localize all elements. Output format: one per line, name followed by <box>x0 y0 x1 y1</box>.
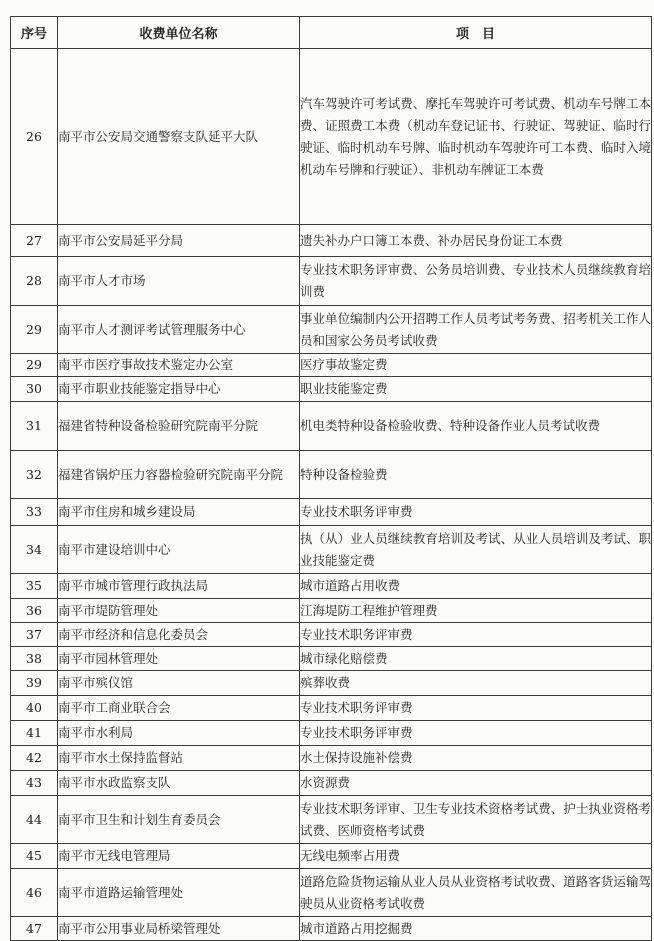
row-unit-name: 南平市建设培训中心 <box>58 526 300 574</box>
table-row <box>11 671 652 696</box>
row-unit-name: 南平市医疗事故技术鉴定办公室 <box>58 354 300 377</box>
row-unit-name: 南平市职业技能鉴定指导中心 <box>58 377 300 402</box>
row-fee-item: 无线电频率占用费 <box>300 844 652 869</box>
row-unit-name: 南平市堤防管理处 <box>58 599 300 623</box>
table-row <box>11 917 652 941</box>
row-fee-item: 机电类特种设备检验收费、特种设备作业人员考试收费 <box>300 402 652 451</box>
row-serial-number: 30 <box>11 377 58 402</box>
row-serial-number: 41 <box>11 721 58 746</box>
row-fee-item: 江海堤防工程维护管理费 <box>300 599 652 623</box>
row-unit-name: 南平市工商业联合会 <box>58 696 300 721</box>
table-row <box>11 796 652 844</box>
row-fee-item: 水资源费 <box>300 771 652 796</box>
row-fee-item: 汽车驾驶许可考试费、摩托车驾驶许可考试费、机动车号牌工本费、证照费工本费（机动车登记证书、行驶证、驾驶证、临时行驶证、临时机动车号牌、临时机动车驾驶许可工本费、临时入境机动车号牌和行驶证）、非机动车牌证工本费 <box>300 49 652 225</box>
row-serial-number: 31 <box>11 402 58 451</box>
row-serial-number: 35 <box>11 574 58 599</box>
table-row <box>11 721 652 746</box>
table-row <box>11 377 652 402</box>
row-unit-name: 福建省特种设备检验研究院南平分院 <box>58 402 300 451</box>
table-row <box>11 306 652 354</box>
header-fee-item: 项 目 <box>300 17 652 49</box>
row-unit-name: 南平市公安局交通警察支队延平大队 <box>58 49 300 225</box>
table-row <box>11 574 652 599</box>
row-unit-name: 南平市道路运输管理处 <box>58 869 300 917</box>
row-fee-item: 城市道路占用挖掘费 <box>300 917 652 941</box>
row-serial-number: 39 <box>11 671 58 696</box>
row-serial-number: 44 <box>11 796 58 844</box>
row-serial-number: 38 <box>11 647 58 671</box>
table-row <box>11 869 652 917</box>
row-fee-item: 执（从）业人员继续教育培训及考试、从业人员培训及考试、职业技能鉴定费 <box>300 526 652 574</box>
row-serial-number: 37 <box>11 623 58 647</box>
row-unit-name: 南平市水政监察支队 <box>58 771 300 796</box>
row-unit-name: 南平市住房和城乡建设局 <box>58 499 300 526</box>
row-serial-number: 47 <box>11 917 58 941</box>
table-row <box>11 451 652 499</box>
fee-table <box>10 16 652 941</box>
row-unit-name: 南平市园林管理处 <box>58 647 300 671</box>
row-serial-number: 26 <box>11 49 58 225</box>
row-fee-item: 水土保持设施补偿费 <box>300 746 652 771</box>
row-unit-name: 南平市人才市场 <box>58 257 300 306</box>
row-fee-item: 专业技术职务评审费 <box>300 499 652 526</box>
row-unit-name: 南平市公安局延平分局 <box>58 225 300 257</box>
row-serial-number: 27 <box>11 225 58 257</box>
table-row <box>11 49 652 225</box>
row-fee-item: 特种设备检验费 <box>300 451 652 499</box>
row-serial-number: 33 <box>11 499 58 526</box>
table-row <box>11 696 652 721</box>
row-fee-item: 专业技术职务评审费 <box>300 721 652 746</box>
row-fee-item: 专业技术职务评审费、公务员培训费、专业技术人员继续教育培训费 <box>300 257 652 306</box>
table-row <box>11 225 652 257</box>
row-unit-name: 南平市经济和信息化委员会 <box>58 623 300 647</box>
row-serial-number: 46 <box>11 869 58 917</box>
row-serial-number: 36 <box>11 599 58 623</box>
row-fee-item: 事业单位编制内公开招聘工作人员考试考务费、招考机关工作人员和国家公务员考试收费 <box>300 306 652 354</box>
row-unit-name: 南平市城市管理行政执法局 <box>58 574 300 599</box>
table-row <box>11 844 652 869</box>
row-serial-number: 43 <box>11 771 58 796</box>
row-fee-item: 专业技术职务评审费 <box>300 696 652 721</box>
row-serial-number: 42 <box>11 746 58 771</box>
table-row <box>11 746 652 771</box>
header-unit-name: 收费单位名称 <box>58 17 300 49</box>
row-unit-name: 福建省锅炉压力容器检验研究院南平分院 <box>58 451 300 499</box>
row-unit-name: 南平市卫生和计划生育委员会 <box>58 796 300 844</box>
table-row <box>11 647 652 671</box>
table-row <box>11 499 652 526</box>
table-row <box>11 402 652 451</box>
row-fee-item: 职业技能鉴定费 <box>300 377 652 402</box>
table-row <box>11 599 652 623</box>
table-row <box>11 354 652 377</box>
row-fee-item: 道路危险货物运输从业人员从业资格考试收费、道路客货运输驾驶员从业资格考试收费 <box>300 869 652 917</box>
header-serial-number: 序号 <box>11 17 58 49</box>
row-fee-item: 专业技术职务评审费 <box>300 623 652 647</box>
table-row <box>11 771 652 796</box>
table-row <box>11 526 652 574</box>
row-unit-name: 南平市殡仪馆 <box>58 671 300 696</box>
row-unit-name: 南平市公用事业局桥梁管理处 <box>58 917 300 941</box>
row-serial-number: 28 <box>11 257 58 306</box>
row-fee-item: 专业技术职务评审、卫生专业技术资格考试费、护士执业资格考试费、医师资格考试费 <box>300 796 652 844</box>
row-fee-item: 遗失补办户口簿工本费、补办居民身份证工本费 <box>300 225 652 257</box>
row-fee-item: 医疗事故鉴定费 <box>300 354 652 377</box>
row-unit-name: 南平市人才测评考试管理服务中心 <box>58 306 300 354</box>
row-serial-number: 29 <box>11 306 58 354</box>
row-fee-item: 城市道路占用收费 <box>300 574 652 599</box>
table-row <box>11 623 652 647</box>
row-serial-number: 29 <box>11 354 58 377</box>
row-serial-number: 34 <box>11 526 58 574</box>
row-serial-number: 32 <box>11 451 58 499</box>
row-unit-name: 南平市水利局 <box>58 721 300 746</box>
row-fee-item: 城市绿化赔偿费 <box>300 647 652 671</box>
header-row <box>11 17 652 49</box>
row-fee-item: 殡葬收费 <box>300 671 652 696</box>
row-unit-name: 南平市无线电管理局 <box>58 844 300 869</box>
row-serial-number: 40 <box>11 696 58 721</box>
row-unit-name: 南平市水土保持监督站 <box>58 746 300 771</box>
table-row <box>11 257 652 306</box>
row-serial-number: 45 <box>11 844 58 869</box>
